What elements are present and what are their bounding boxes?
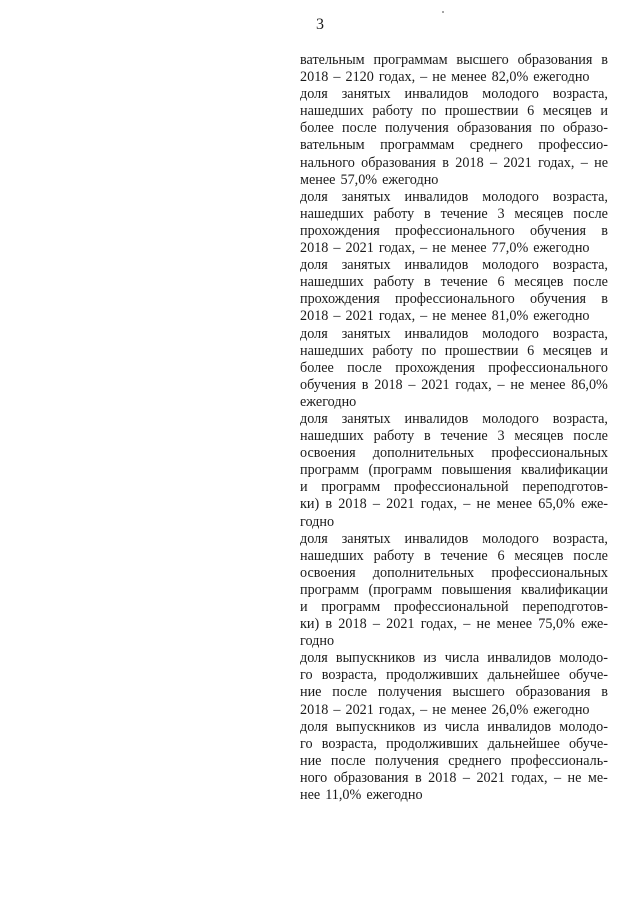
text-line: более после прохождения профессионального	[300, 359, 608, 376]
text-line: менее 57,0% ежегодно	[300, 171, 439, 188]
text-line: прохождения профессионального обучения в	[300, 291, 608, 308]
text-line: прохождения профессионального обучения в	[300, 222, 608, 239]
text-line: ежегодно	[300, 393, 357, 410]
text-line: ние после получения высшего образования в	[300, 684, 608, 701]
text-line: нального образования в 2018 – 2021 годах, – не	[300, 154, 608, 171]
text-line: доля занятых инвалидов молодого возраста,	[300, 257, 608, 274]
text-line: 2018 – 2021 годах, – не менее 26,0% ежегодно	[300, 701, 590, 718]
text-line: доля занятых инвалидов молодого возраста,	[300, 325, 608, 342]
text-line: освоения дополнительных профессиональных	[300, 564, 608, 581]
text-line: го возраста, продолживших дальнейшее обуче-	[300, 735, 608, 752]
text-line: нее 11,0% ежегодно	[300, 787, 423, 804]
text-line: нашедших работу в течение 6 месяцев после	[300, 274, 608, 291]
text-line: доля выпускников из числа инвалидов молодо-	[300, 650, 608, 667]
scan-speck	[442, 11, 444, 13]
page-number: 3	[316, 16, 324, 33]
text-line: нашедших работу в течение 6 месяцев после	[300, 547, 608, 564]
text-line: доля занятых инвалидов молодого возраста,	[300, 86, 608, 103]
text-line: обучения в 2018 – 2021 годах, – не менее 86,0%	[300, 376, 608, 393]
text-line: программ (программ повышения квалификации	[300, 581, 608, 598]
text-line: более после получения образования по образо-	[300, 120, 608, 137]
text-line: вательным программам высшего образования в	[300, 52, 608, 68]
text-line: вательным программам среднего профессио-	[300, 137, 608, 154]
text-line: нашедших работу по прошествии 6 месяцев и	[300, 342, 608, 359]
text-line: доля занятых инвалидов молодого возраста,	[300, 188, 608, 205]
text-line: программ (программ повышения квалификации	[300, 462, 608, 479]
text-line: ки) в 2018 – 2021 годах, – не менее 75,0% еже-	[300, 616, 608, 633]
text-line: ного образования в 2018 – 2021 годах, – не ме-	[300, 769, 608, 786]
text-line: го возраста, продолживших дальнейшее обуче-	[300, 667, 608, 684]
text-line: ки) в 2018 – 2021 годах, – не менее 65,0% еже-	[300, 496, 608, 513]
text-line: доля занятых инвалидов молодого возраста,	[300, 410, 608, 427]
text-line: 2018 – 2021 годах, – не менее 77,0% ежегодно	[300, 240, 590, 257]
text-line: нашедших работу по прошествии 6 месяцев и	[300, 103, 608, 120]
text-line: 2018 – 2021 годах, – не менее 81,0% ежегодно	[300, 308, 590, 325]
text-line: освоения дополнительных профессиональных	[300, 445, 608, 462]
text-line: 2018 – 2120 годах, – не менее 82,0% ежегодно	[300, 69, 590, 86]
text-line: годно	[300, 513, 335, 530]
text-line: и программ профессиональной переподготов-	[300, 479, 608, 496]
text-line: доля занятых инвалидов молодого возраста,	[300, 530, 608, 547]
text-line: и программ профессиональной переподготов-	[300, 599, 608, 615]
text-line: годно	[300, 633, 335, 650]
text-column	[300, 52, 608, 804]
text-line: нашедших работу в течение 3 месяцев после	[300, 205, 608, 222]
text-line: ние после получения среднего профессиональ-	[300, 752, 608, 769]
text-line: нашедших работу в течение 3 месяцев после	[300, 428, 608, 445]
text-line: доля выпускников из числа инвалидов молодо-	[300, 718, 608, 735]
